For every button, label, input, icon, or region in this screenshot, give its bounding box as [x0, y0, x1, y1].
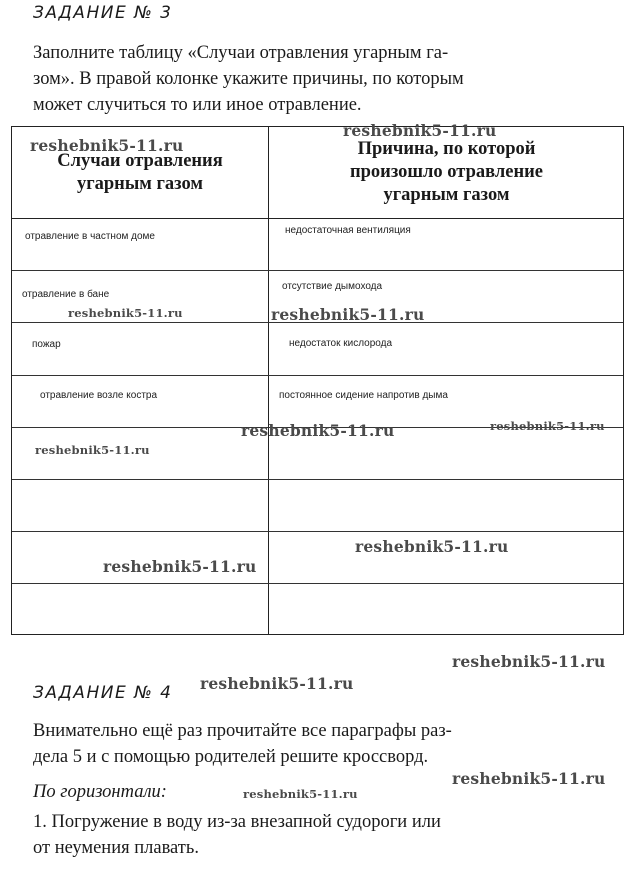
cause-cell[interactable] [268, 323, 624, 375]
across-item-1-line-2: от неумения плавать. [33, 838, 199, 858]
case-cell[interactable] [12, 376, 268, 427]
header-causes [268, 127, 624, 218]
task4-instruction-line-2: дела 5 и с помощью родителей решите кроссворд. [33, 747, 429, 767]
header-causes-line: угарным газом [383, 185, 510, 205]
task3-instruction-line-1: Заполните таблицу «Случаи отравления угарным га- [33, 43, 449, 63]
table-row [12, 323, 623, 376]
case-text: отравление возле костра [40, 390, 158, 401]
table-row [12, 219, 623, 271]
task3-instruction-line-2: зом». В правой колонке укажите причины, по которым [33, 69, 464, 89]
watermark: reshebnik5-11.ru [30, 136, 184, 155]
task3-title: ЗАДАНИЕ № 3 [33, 3, 173, 23]
watermark: reshebnik5-11.ru [490, 419, 605, 433]
header-cases-line: угарным газом [76, 173, 203, 194]
watermark: reshebnik5-11.ru [343, 121, 497, 140]
task4-title: ЗАДАНИЕ № 4 [33, 683, 173, 703]
cause-cell[interactable] [268, 480, 624, 531]
watermark: reshebnik5-11.ru [68, 306, 183, 320]
cause-text: недостаточная вентиляция [285, 225, 411, 236]
cause-text: недостаток кислорода [289, 338, 393, 349]
cause-cell[interactable] [268, 584, 624, 634]
header-cases-line: Случаи отравления [57, 150, 223, 171]
task4-instruction-line-1: Внимательно ещё раз прочитайте все параграфы раз- [33, 721, 452, 741]
table-row [12, 480, 623, 532]
watermark: reshebnik5-11.ru [241, 421, 395, 440]
watermark: reshebnik5-11.ru [271, 305, 425, 324]
task3-instruction-line-3: может случиться то или иное отравление. [33, 95, 362, 115]
header-causes-line: произошло отравление [349, 162, 544, 182]
watermark: reshebnik5-11.ru [35, 443, 150, 457]
cause-text: постоянное сидение напротив дыма [279, 390, 448, 401]
header-causes-line: Причина, по которой [357, 139, 536, 159]
case-cell[interactable] [12, 323, 268, 375]
case-text: отравление в частном доме [25, 231, 155, 242]
case-text: пожар [32, 339, 61, 350]
watermark: reshebnik5-11.ru [452, 652, 606, 671]
case-cell[interactable] [12, 219, 268, 270]
across-subheading: По горизонтали: [33, 782, 167, 802]
watermark: reshebnik5-11.ru [355, 537, 509, 556]
table-row [12, 584, 623, 634]
cause-text: отсутствие дымохода [282, 281, 383, 292]
case-cell[interactable] [12, 584, 268, 634]
case-cell[interactable] [12, 480, 268, 531]
watermark: reshebnik5-11.ru [452, 769, 606, 788]
cause-cell[interactable] [268, 219, 624, 270]
across-item-1-line-1: 1. Погружение в воду из-за внезапной судороги или [33, 812, 441, 832]
watermark: reshebnik5-11.ru [243, 787, 358, 801]
watermark: reshebnik5-11.ru [200, 674, 354, 693]
case-text: отравление в бане [22, 289, 110, 300]
watermark: reshebnik5-11.ru [103, 557, 257, 576]
